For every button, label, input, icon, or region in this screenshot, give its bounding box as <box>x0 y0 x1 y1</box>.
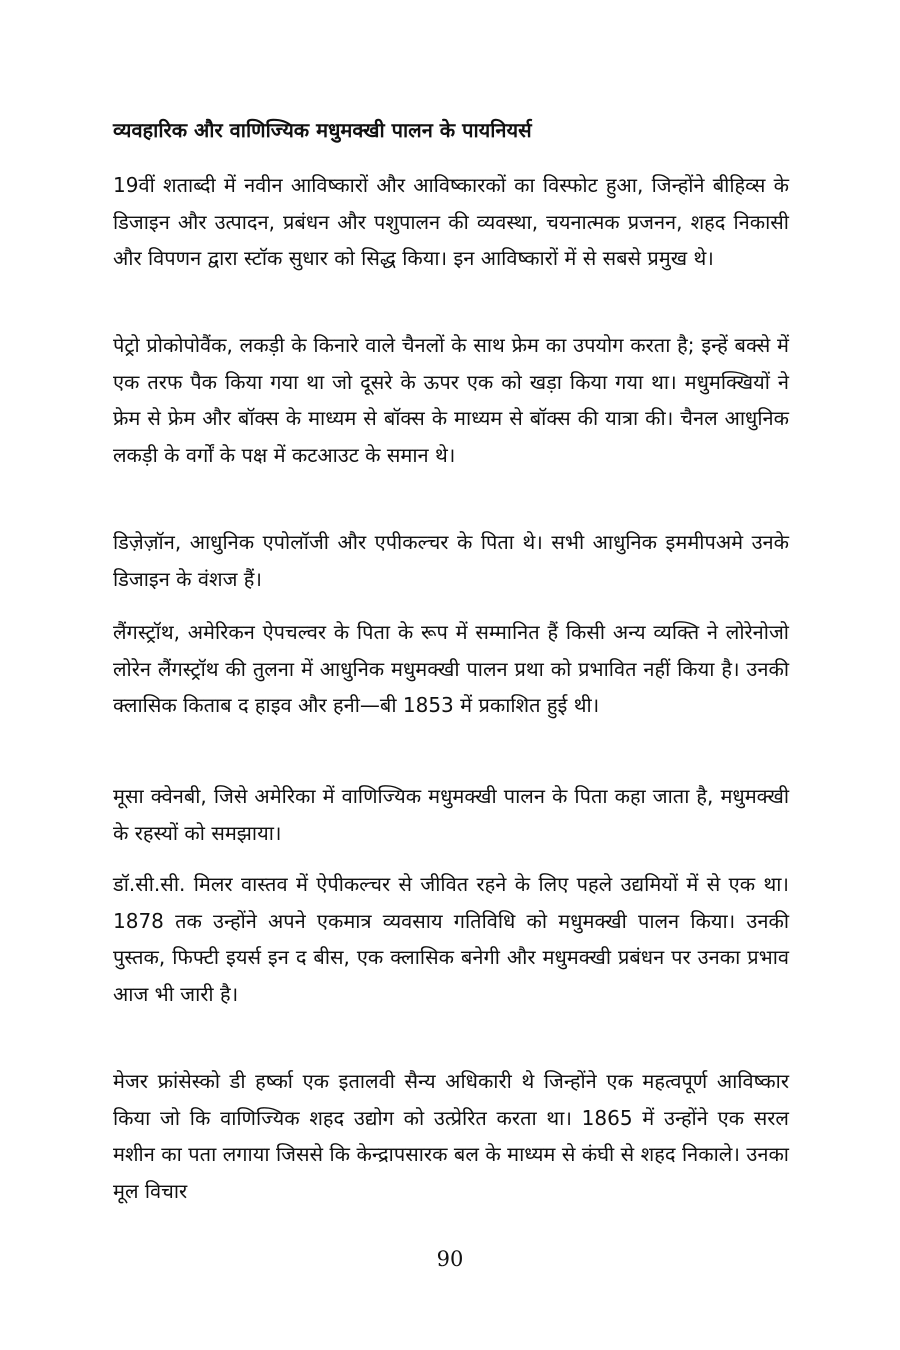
paragraph-moses-quinby: मूसा क्वेनबी, जिसे अमेरिका में वाणिज्यिक मधुमक्खी पालन के पिता कहा जाता है, मधुमक्खी के रहस्यों को समझाया। <box>113 784 789 845</box>
paragraph-dzierzon: डिज़ेज़ॉन, आधुनिक एपोलॉजी और एपीकल्चर के पिता थे। सभी आधुनिक इममीपअमे उनके डिजाइन के वंशज हैं। <box>113 530 789 591</box>
paragraph-langstroth: लैंगस्ट्रॉथ, अमेरिकन ऐपचल्वर के पिता के रूप में सम्मानित हैं किसी अन्य व्यक्ति ने लोरेनोजो लोरेन लैंगस्ट्रॉथ की तुलना में आधुनिक मधुमक्खी पालन प्रथा को प्रभावित नहीं किया है। उनकी क्लासिक किताब द हाइव और हनी—बी 1853 में प्रकाशित हुई थी। <box>113 620 789 717</box>
paragraph-nineteenth-century-inventions: 19वीं शताब्दी में नवीन आविष्कारों और आविष्कारकों का विस्फोट हुआ, जिन्होंने बीहिव्स के डिजाइन और उत्पादन, प्रबंधन और पशुपालन की व्यवस्था, चयनात्मक प्रजनन, शहद निकासी और विपणन द्वारा स्टॉक सुधार को सिद्ध किया। इन आविष्कारों में से सबसे प्रमुख थे। <box>113 173 789 270</box>
paragraph-petro-prokopovych: पेट्रो प्रोकोपोवैंक, लकड़ी के किनारे वाले चैनलों के साथ फ्रेम का उपयोग करता है; इन्हें बक्से में एक तरफ पैक किया गया था जो दूसरे के ऊपर एक को खड़ा किया गया था। मधुमक्खियों ने फ्रेम से फ्रेम और बॉक्स के माध्यम से बॉक्स के माध्यम से बॉक्स की यात्रा की। चैनल आधुनिक लकड़ी के वर्गों के पक्ष में कटआउट के समान थे। <box>113 333 789 467</box>
paragraph-hruschka: मेजर फ्रांसेस्को डी हर्ष्का एक इतालवी सैन्य अधिकारी थे जिन्होंने एक महत्वपूर्ण आविष्कार किया जो कि वाणिज्यिक शहद उद्योग को उत्प्रेरित करता था। 1865 में उन्होंने एक सरल मशीन का पता लगाया जिससे कि केन्द्रापसारक बल के माध्यम से कंघी से शहद निकाले। उनका मूल विचार <box>113 1069 789 1203</box>
page-number: 90 <box>436 1247 464 1271</box>
section-heading: व्यवहारिक और वाणिज्यिक मधुमक्खी पालन के पायनियर्स <box>113 118 532 142</box>
paragraph-cc-miller: डॉ.सी.सी. मिलर वास्तव में ऐपीकल्चर से जीवित रहने के लिए पहले उद्यमियों में से एक था। 1878 तक उन्होंने अपने एकमात्र व्यवसाय गतिविधि को मधुमक्खी पालन किया। उनकी पुस्तक, फिफ्टी इयर्स इन द बीस, एक क्लासिक बनेगी और मधुमक्खी प्रबंधन पर उनका प्रभाव आज भी जारी है। <box>113 872 789 1006</box>
